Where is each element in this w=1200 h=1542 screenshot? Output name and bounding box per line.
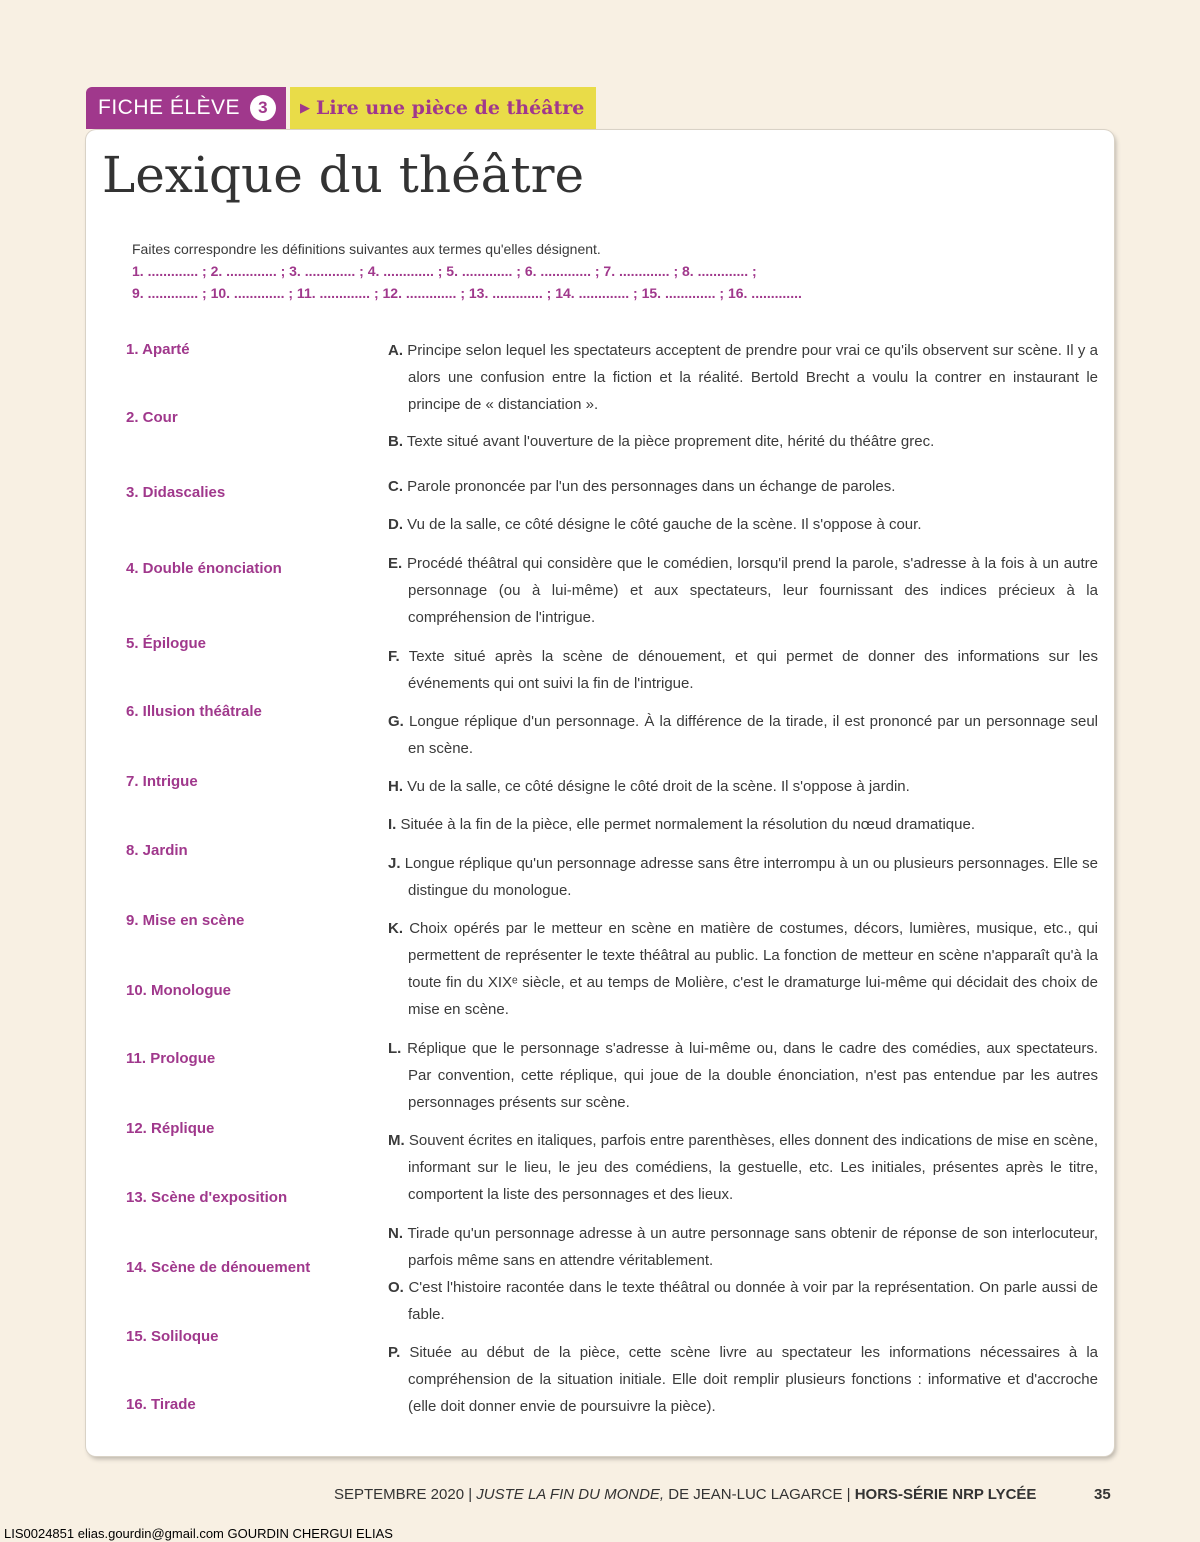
definition-text: Principe selon lequel les spectateurs acceptent de prendre pour vrai ce qu'ils observent sur scène. Il y a alors une confusion entre la fiction et la réalité. Bertold Brecht a voulu la contrer en instaurant le principe de « distanciation ». — [407, 342, 1098, 413]
definition-item — [388, 643, 1098, 697]
footer-series: HORS-SÉRIE NRP LYCÉE — [854, 1486, 1037, 1503]
definition-item — [388, 773, 1098, 800]
definition-item — [388, 1220, 1098, 1274]
definition-text: Longue réplique d'un personnage. À la différence de la tirade, il est prononcé par un personnage seul en scène. — [408, 713, 1098, 757]
triangle-right-icon: ▶ — [300, 100, 311, 116]
definition-text: Vu de la salle, ce côté désigne le côté gauche de la scène. Il s'oppose à cour. — [407, 516, 922, 533]
definition-text: Parole prononcée par l'un des personnages dans un échange de paroles. — [407, 478, 896, 495]
page-number: 35 — [1094, 1486, 1111, 1503]
term-item: 5. Épilogue — [126, 635, 207, 652]
definition-text: Située au début de la pièce, cette scène livre au spectateur les informations nécessaires à la compréhension de la situation initiale. Elle doit remplir plusieurs fonctions : informative et d'accroche (elle doit donner envie de poursuivre la pièce). — [408, 1344, 1099, 1415]
definition-letter: P. — [388, 1344, 401, 1361]
definition-text: Longue réplique qu'un personnage adresse sans être interrompu à un ou plusieurs personnages. Elle se distingue du monologue. — [404, 855, 1099, 899]
definition-item — [388, 1339, 1098, 1420]
definition-item — [388, 1127, 1098, 1208]
definition-text: Réplique que le personnage s'adresse à lui-même ou, dans le cadre des comédies, aux spectateurs. Par convention, cette réplique, qui joue de la double énonciation, n'est pas entendue par les autres personnages présents sur scène. — [407, 1040, 1098, 1111]
term-item: 7. Intrigue — [126, 773, 198, 790]
term-item: 8. Jardin — [126, 842, 188, 859]
definition-letter: F. — [388, 648, 400, 665]
definition-letter: E. — [388, 555, 403, 572]
term-item: 11. Prologue — [126, 1050, 216, 1067]
term-item: 6. Illusion théâtrale — [126, 703, 262, 720]
fiche-tab — [86, 87, 596, 129]
definition-text: C'est l'histoire racontée dans le texte théâtral ou donnée à voir par la représentation. On parle aussi de fable. — [408, 1279, 1099, 1323]
definition-item — [388, 511, 1098, 538]
fiche-label: FICHE ÉLÈVE — [98, 96, 241, 119]
term-item: 13. Scène d'exposition — [126, 1189, 288, 1206]
term-item: 16. Tirade — [126, 1396, 196, 1413]
fiche-label-box — [86, 87, 286, 129]
definition-letter: D. — [388, 516, 403, 533]
fiche-subtitle-box — [290, 87, 596, 129]
definition-letter: H. — [388, 778, 403, 795]
definition-text: Texte situé après la scène de dénouement, et qui permet de donner des informations sur les événements qui ont suivi la fin de l'intrigue. — [408, 648, 1098, 692]
definition-text: Tirade qu'un personnage adresse à un autre personnage sans obtenir de réponse de son interlocuteur, parfois même sans en attendre véritablement. — [407, 1225, 1098, 1269]
term-item: 15. Soliloque — [126, 1328, 219, 1345]
definition-item — [388, 850, 1098, 904]
answer-line-1[interactable]: 1. ............. ; 2. ............. ; 3. ............. ; 4. ............. ; 5. ............. ; 6. ............. ; 7. ............. ; 8. ............. ; — [132, 263, 757, 279]
term-item: 10. Monologue — [126, 982, 231, 999]
definition-letter: O. — [388, 1279, 404, 1296]
definition-item — [388, 708, 1098, 762]
definition-letter: N. — [388, 1225, 403, 1242]
definition-text: Située à la fin de la pièce, elle permet normalement la résolution du nœud dramatique. — [400, 816, 976, 833]
fiche-number-badge: 3 — [250, 95, 276, 121]
footer-work: JUSTE LA FIN DU MONDE, — [476, 1486, 665, 1503]
page-title: Lexique du théâtre — [102, 146, 585, 204]
definition-text: Vu de la salle, ce côté désigne le côté droit de la scène. Il s'oppose à jardin. — [407, 778, 910, 795]
definition-letter: L. — [388, 1040, 402, 1057]
term-item: 14. Scène de dénouement — [126, 1259, 311, 1276]
definition-letter: G. — [388, 713, 404, 730]
answer-line-2[interactable]: 9. ............. ; 10. ............. ; 11. ............. ; 12. ............. ; 13. ............. ; 14. ............. ; 15. ............. ; 16. ............. — [132, 285, 802, 301]
footer — [334, 1486, 1036, 1503]
definition-letter: M. — [388, 1132, 405, 1149]
definition-letter: C. — [388, 478, 403, 495]
definition-letter: A. — [388, 342, 403, 359]
definition-item — [388, 473, 1098, 500]
definition-text: Choix opérés par le metteur en scène en matière de costumes, décors, lumières, musique, etc., qui permettent de représenter le texte théâtral au public. La fonction de metteur en scène n'apparaît qu'à la toute fin du XIXᵉ siècle, et au temps de Molière, c'est le dramaturge lui-même qui décidait des choix de mise en scène. — [408, 920, 1099, 1018]
definition-item — [388, 1274, 1098, 1328]
definition-item — [388, 428, 1098, 455]
license-stamp: LIS0024851 elias.gourdin@gmail.com GOURDIN CHERGUI ELIAS — [4, 1526, 393, 1541]
term-item: 9. Mise en scène — [126, 912, 245, 929]
term-item: 2. Cour — [126, 409, 178, 426]
definition-item — [388, 1035, 1098, 1116]
definition-text: Procédé théâtral qui considère que le comédien, lorsqu'il prend la parole, s'adresse à la fois à un autre personnage (ou à lui-même) et aux spectateurs, leur fournissant des indices précieux à la compréhension de l'intrigue. — [406, 555, 1098, 626]
term-item: 3. Didascalies — [126, 484, 226, 501]
term-item: 1. Aparté — [126, 341, 190, 358]
definition-letter: K. — [388, 920, 403, 937]
definition-text: Texte situé avant l'ouverture de la pièce proprement dite, hérité du théâtre grec. — [406, 433, 935, 450]
definition-letter: J. — [388, 855, 401, 872]
footer-author: DE JEAN-LUC LAGARCE | — [668, 1486, 851, 1503]
definition-item — [388, 915, 1098, 1023]
definition-item — [388, 811, 1098, 838]
term-item: 4. Double énonciation — [126, 560, 282, 577]
definition-text: Souvent écrites en italiques, parfois entre parenthèses, elles donnent des indications de mise en scène, informant sur le lieu, le jeu des comédiens, la gestuelle, etc. Les initiales, présentes après le titre, comportent la liste des personnages et des lieux. — [408, 1132, 1098, 1203]
definition-item — [388, 337, 1098, 418]
fiche-subtitle: Lire une pièce de théâtre — [316, 97, 585, 119]
instruction: Faites correspondre les définitions suivantes aux termes qu'elles désignent. — [132, 241, 601, 257]
footer-date: SEPTEMBRE 2020 | — [334, 1486, 473, 1503]
term-item: 12. Réplique — [126, 1120, 215, 1137]
definition-item — [388, 550, 1098, 631]
definition-letter: B. — [388, 433, 403, 450]
definition-letter: I. — [388, 816, 397, 833]
